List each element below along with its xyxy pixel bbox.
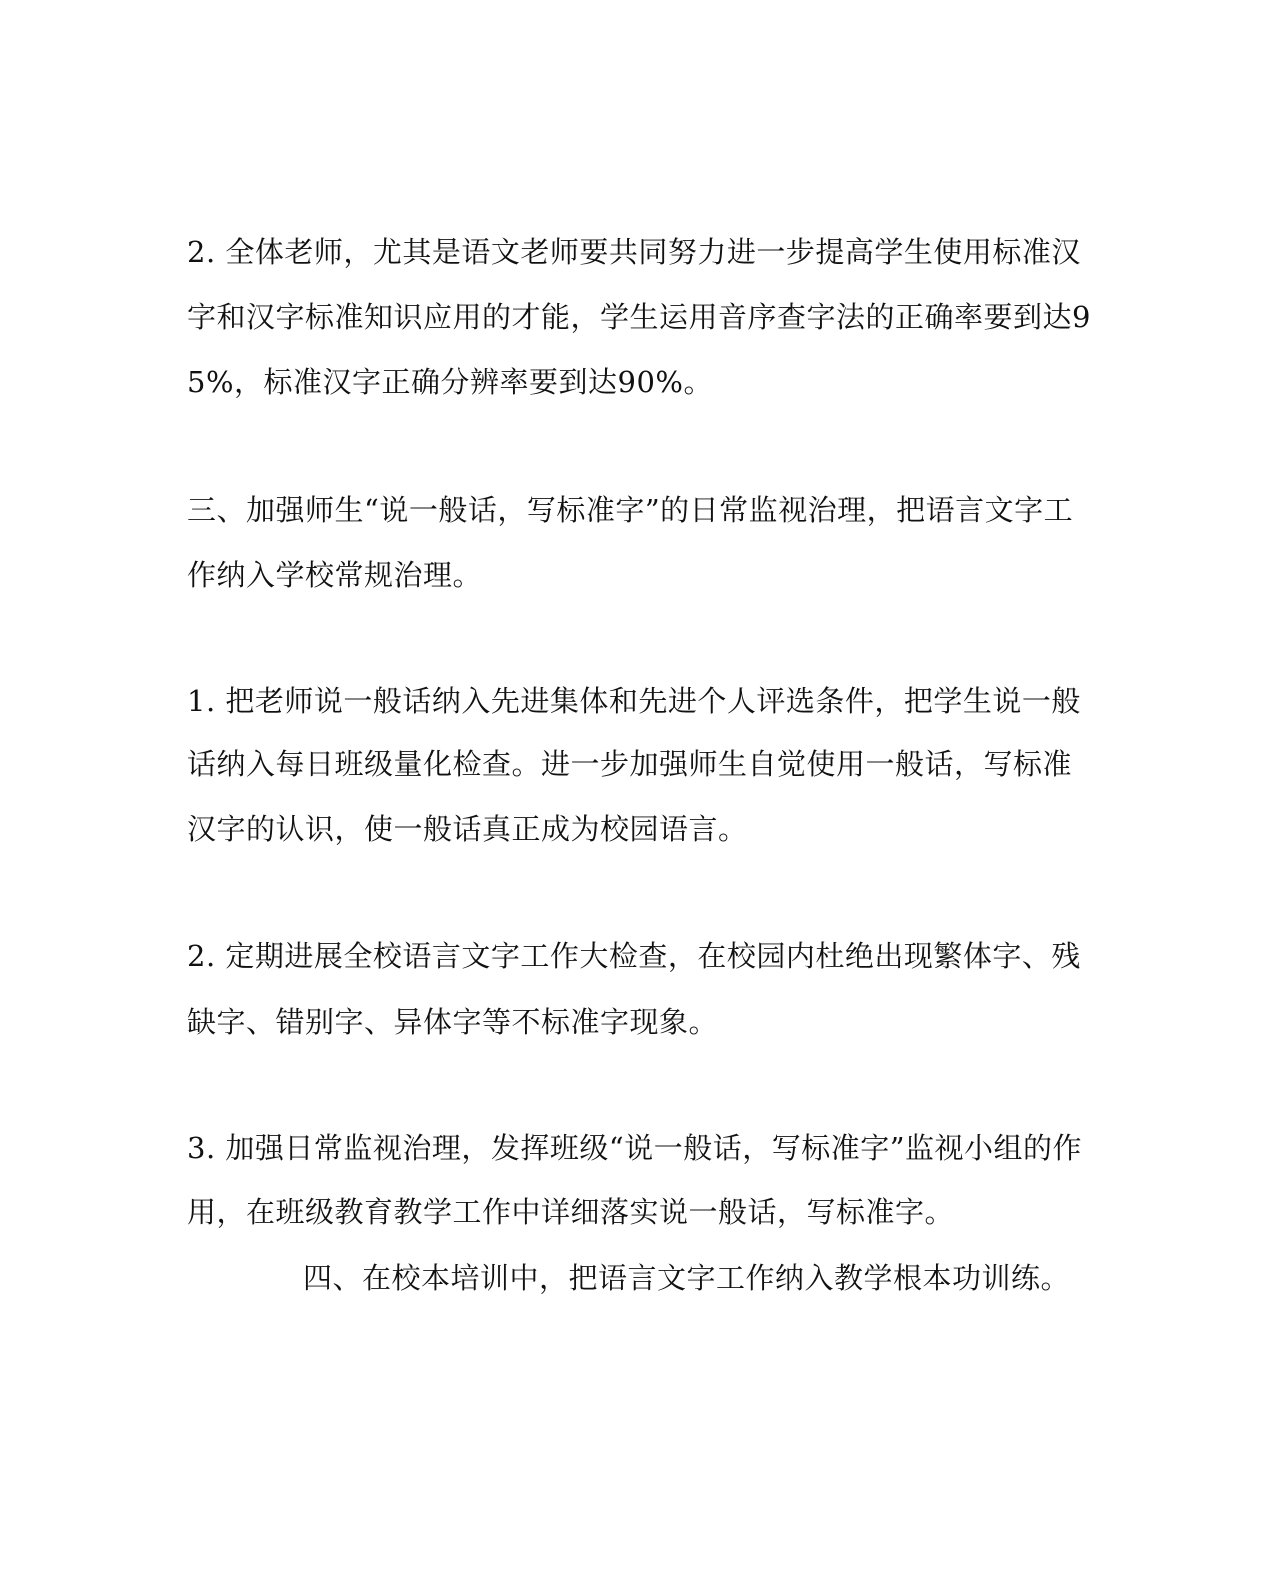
text-line: 字和汉字标准知识应用的才能，学生运用音序查字法的正确率要到达9 [187,300,1091,334]
text-line: 3. 加强日常监视治理，发挥班级“说一般话，写标准字”监视小组的作 [187,1131,1083,1165]
section-heading: 四、在校本培训中，把语言文字工作纳入教学根本功训练。 [303,1261,1071,1295]
text-line: 用，在班级教育教学工作中详细落实说一般话，写标准字。 [187,1195,955,1229]
section-heading: 作纳入学校常规治理。 [187,558,483,592]
text-line: 5%，标准汉字正确分辨率要到达90%。 [187,365,713,399]
text-line: 缺字、错别字、异体字等不标准字现象。 [187,1005,719,1039]
text-line: 话纳入每日班级量化检查。进一步加强师生自觉使用一般话，写标准 [187,747,1073,781]
text-line: 汉字的认识，使一般话真正成为校园语言。 [187,812,748,846]
text-line: 1. 把老师说一般话纳入先进集体和先进个人评选条件，把学生说一般 [187,684,1081,718]
text-line: 2. 全体老师，尤其是语文老师要共同努力进一步提高学生使用标准汉 [187,235,1081,269]
section-heading: 三、加强师生“说一般话，写标准字”的日常监视治理，把语言文字工 [187,493,1074,527]
text-line: 2. 定期进展全校语言文字工作大检查，在校园内杜绝出现繁体字、残 [187,939,1081,973]
